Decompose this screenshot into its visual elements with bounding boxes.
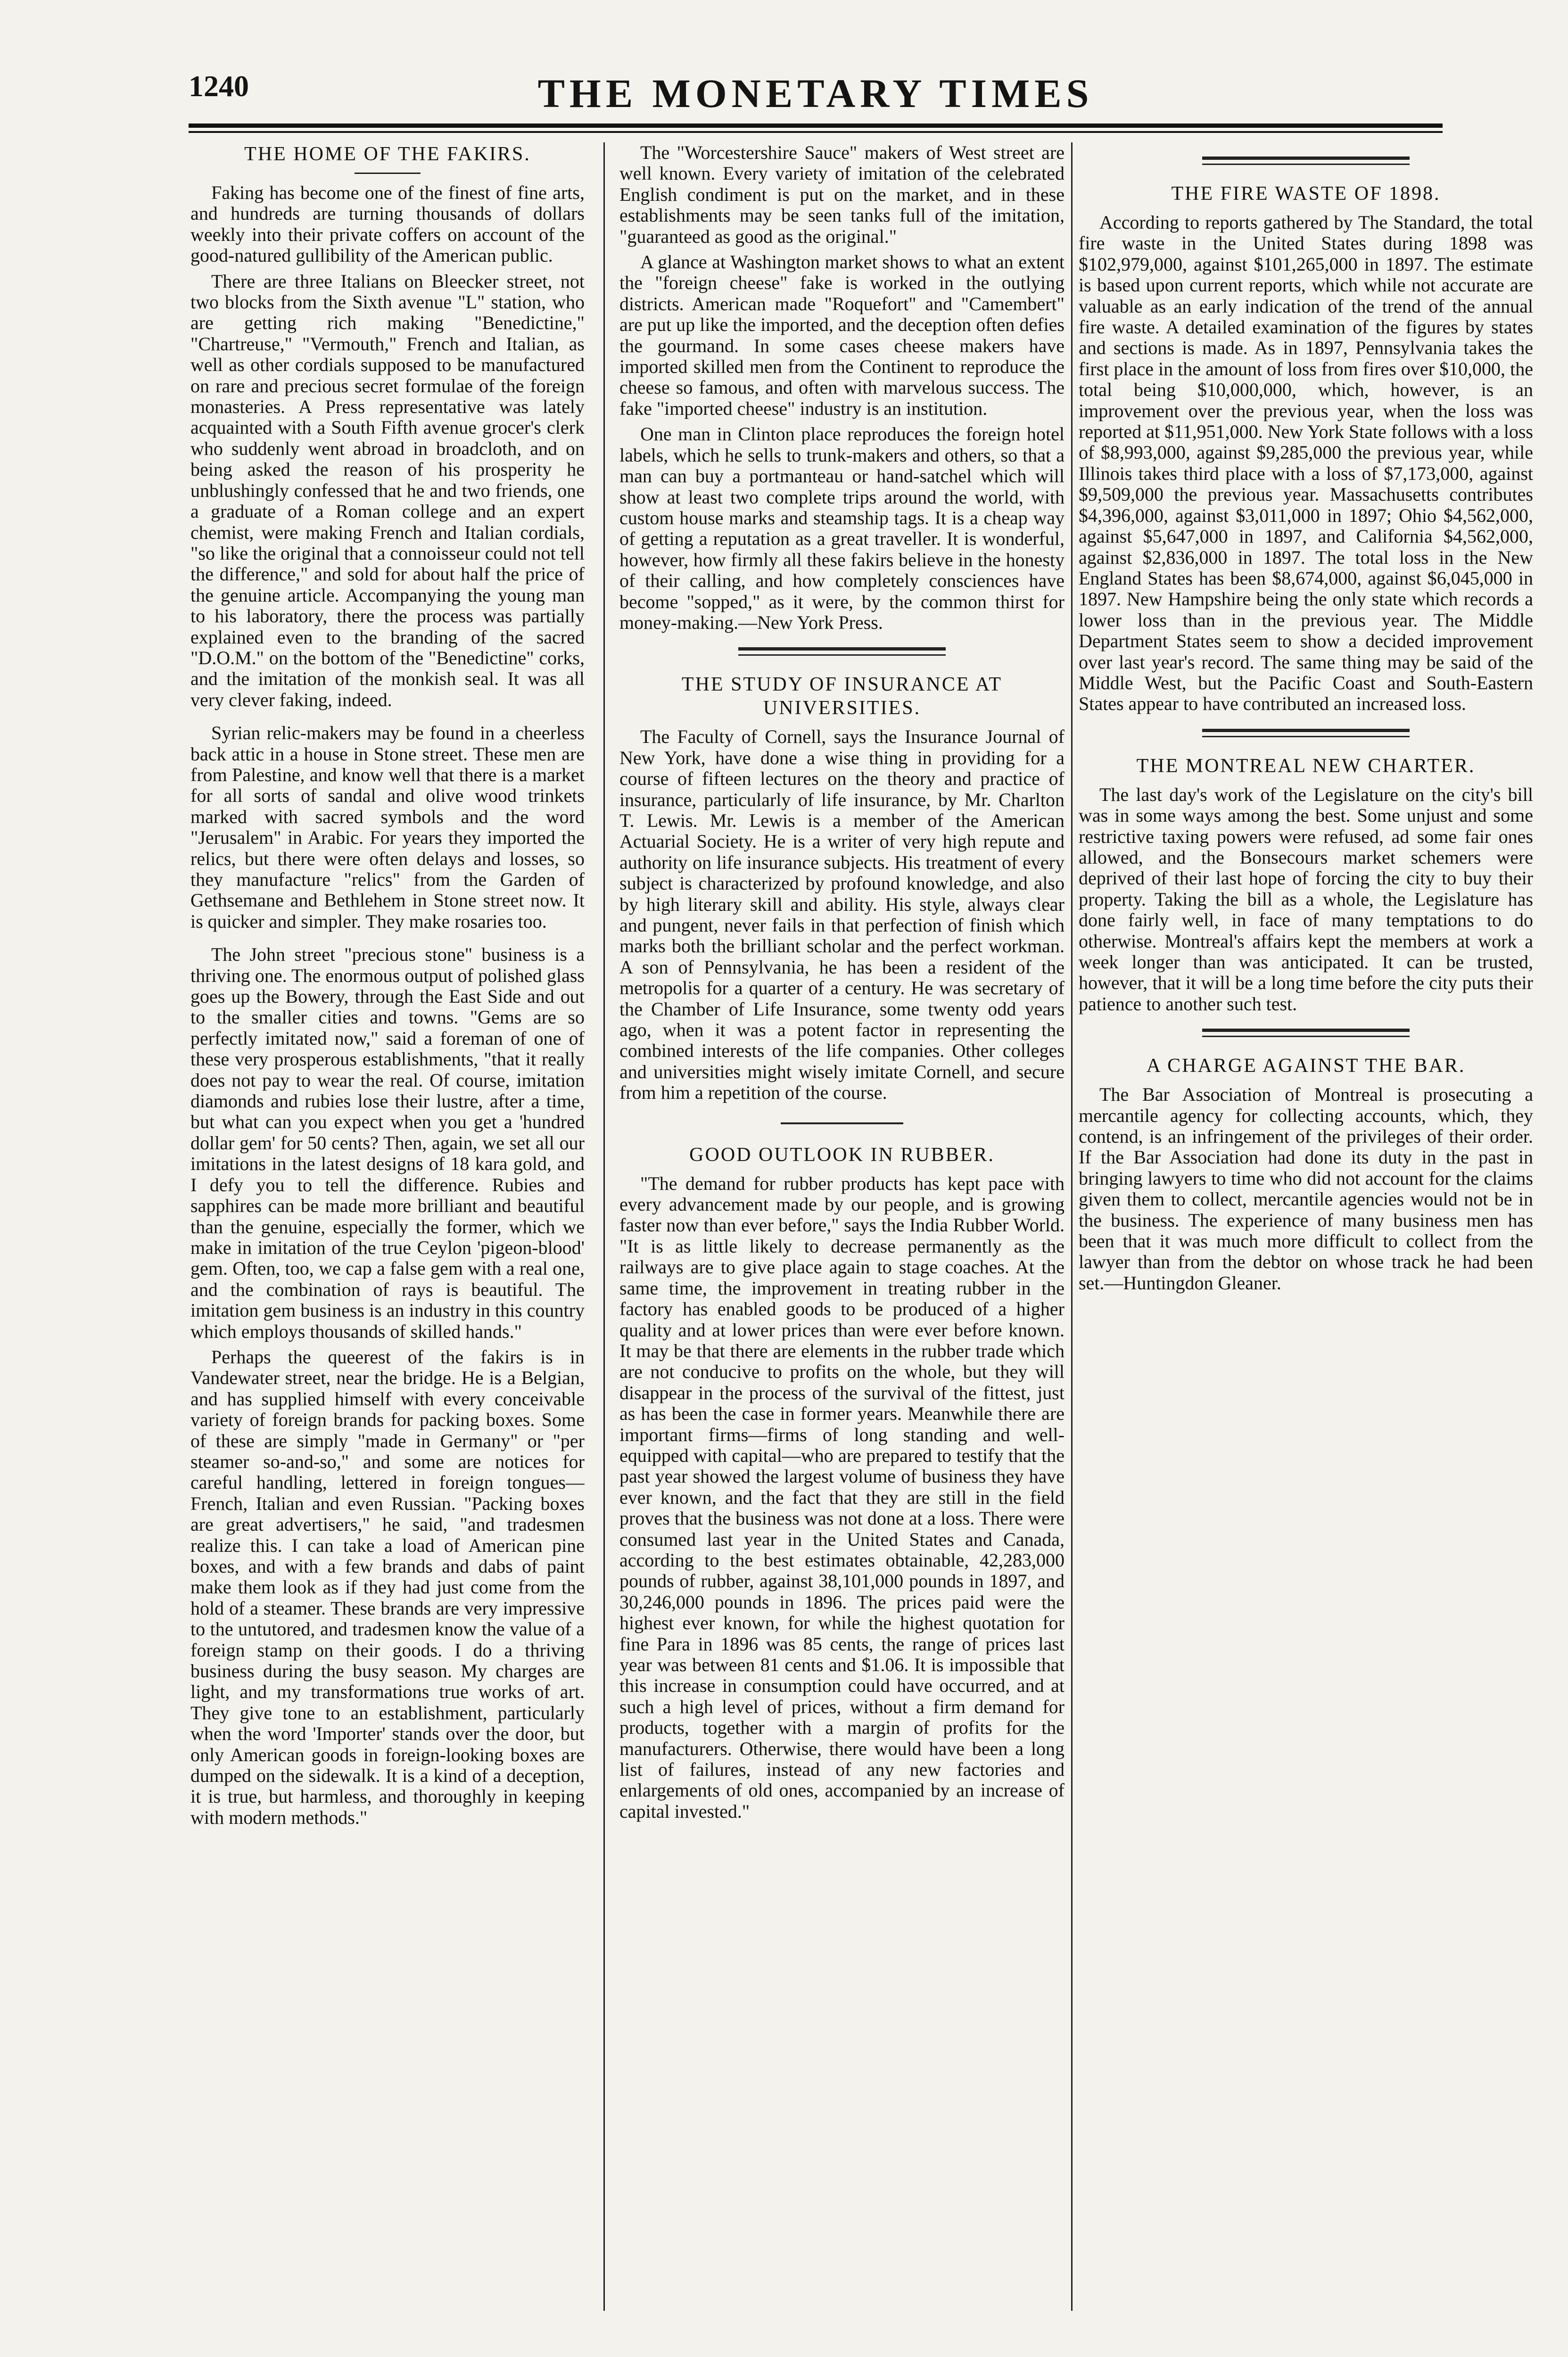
masthead-rule-thick (189, 124, 1443, 128)
article-heading-montreal-charter: THE MONTREAL NEW CHARTER. (1136, 755, 1476, 777)
paragraph: One man in Clinton place reproduces the foreign hotel labels, which he sells to trunk-makers and others, so that a man can buy a portmanteau or hand-satchel which will show at least two complete trips around the world, with custom house marks and steamship tags. It is a cheap way of getting a reputation as a great traveller. It is wonderful, however, how firmly all these fakirs believe in the honesty of their calling, and how completely consciences have become "sopped," as it were, by the common thirst for money-making.—New York Press. (619, 423, 1065, 633)
publication-title: THE MONETARY TIMES (537, 71, 1094, 116)
article-separator (1202, 1029, 1410, 1037)
paragraph: A glance at Washington market shows to what an extent the "foreign cheese" fake is worked in the outlying districts. American made "Roquefort" and "Camembert" are put up like the imported, and the deception often defies the gourmand. In some cases cheese makers have imported skilled men from the Continent to reproduce the cheese so famous, and often with marvelous success. The fake "imported cheese" industry is an institution. (619, 251, 1065, 419)
masthead (189, 60, 1443, 117)
paragraph: Syrian relic-makers may be found in a cheerless back attic in a house in Stone street. These men are from Palestine, and know well that there is a market for all sorts of sandal and olive wood trinkets marked with sacred symbols and the word "Jerusalem" in Arabic. For years they imported the relics, but there were often delays and losses, so they manufacture "relics" from the Garden of Gethsemane and Bethlehem in Stone street now. It is quicker and simpler. They make rosaries too. (190, 722, 585, 932)
paragraph: The last day's work of the Legislature on the city's bill was in some ways among the best. Some unjust and some restrictive taxing powers were refused, ad some fair ones allowed, and the Bonsecours market schemers were deprived of their last hope of forcing the city to buy their property. Taking the bill as a whole, the Legislature has done fairly well, in face of many temptations to do otherwise. Montreal's affairs kept the members at work a week longer than was anticipated. It can be trusted, however, that it will be a long time before the city puts their patience to another such test. (1079, 783, 1533, 1014)
paragraph: The Faculty of Cornell, says the Insurance Journal of New York, have done a wise thing in providing for a course of fifteen lectures on the theory and practice of insurance, particularly of life insurance, by Mr. Charlton T. Lewis. Mr. Lewis is a member of the American Actuarial Society. He is a writer of very high repute and authority on life insurance subjects. His treatment of every subject is characterized by profound knowledge, and also by high literary skill and ability. His style, always clear and pungent, never fails in that perfection of finish which marks both the brilliant scholar and the perfect workman. A son of Pennsylvania, he has been a resident of the metropolis for a quarter of a century. He was secretary of the Chamber of Life Insurance, some twenty odd years ago, when it was a potent factor in representing the combined interests of the life companies. Other colleges and universities might wisely imitate Cornell, and secure from him a repetition of the course. (619, 726, 1065, 1104)
column-divider-2 (1071, 142, 1073, 2311)
page-number: 1240 (189, 69, 249, 103)
column-2 (619, 142, 1065, 2311)
paragraph: There are three Italians on Bleecker street, not two blocks from the Sixth avenue "L" station, who are getting rich making "Benedictine," "Chartreuse," "Vermouth," French and Italian, as well as other cordials supposed to be manufactured on rare and precious secret formulae of the foreign monasteries. A Press representative was lately acquainted with a South Fifth avenue grocer's clerk who suddenly went abroad in broadcloth, and on being asked the reason of his prosperity he unblushingly confessed that he and two friends, one a graduate of a Roman college and an expert chemist, were making French and Italian cordials, "so like the original that a connoisseur could not tell the difference," and sold for about half the price of the genuine article. Accompanying the young man to his laboratory, there the process was partially explained even to the branding of the sacred "D.O.M." on the bottom of the "Benedictine" corks, and the imitation of the monkish seal. It was all very clever faking, indeed. (190, 270, 585, 710)
paragraph: Perhaps the queerest of the fakirs is in Vandewater street, near the bridge. He is a Belgian, and has supplied himself with every conceivable variety of foreign brands for packing boxes. Some of these are simply "made in Germany" or "per steamer so-and-so," and some are notices for careful handling, lettered in foreign tongues—French, Italian and even Russian. "Packing boxes are great advertisers," he said, "and tradesmen realize this. I can take a load of American pine boxes, and with a few brands and dabs of paint make them look as if they had just come from the hold of a steamer. These brands are very impressive to the untutored, and tradesmen know the value of a foreign stamp on their goods. I do a thriving business during the busy season. My charges are light, and my transformations true works of art. They give tone to an establishment, particularly when the word 'Importer' stands over the door, but only American goods in foreign-looking boxes are dumped on the sidewalk. It is a kind of a deception, it is true, but harmless, and thoroughly in keeping with modern methods." (190, 1346, 585, 1828)
paragraph: "The demand for rubber products has kept pace with every advancement made by our people, and is growing faster now than ever before," says the India Rubber World. "It is as little likely to decrease permanently as the railways are to give place again to stage coaches. At the same time, the improvement in treating rubber in the factory has enabled goods to be produced of a higher quality and at lower prices than were ever before known. It may be that there are elements in the rubber trade which are not conducive to profits on the whole, but they will disappear in the process of the survival of the fittest, just as has been the case in former years. Meanwhile there are important firms—firms of long standing and well-equipped with capital—who are prepared to testify that the past year showed the largest volume of business they have ever known, and the fact that they are still in the field proves that the business was not done at a loss. There were consumed last year in the United States and Canada, according to the best estimates obtainable, 42,283,000 pounds of rubber, against 38,101,000 pounds in 1897, and 30,246,000 pounds in 1896. The prices paid were the highest ever known, for while the highest quotation for fine Para in 1896 was 85 cents, the range of prices last year was between 81 cents and $1.06. It is impossible that this increase in consumption could have occurred, and at such a high level of prices, without a firm demand for products, together with a margin of profits for the manufacturers. Otherwise, there would have been a long list of failures, instead of any new factories and enlargements of old ones, accompanied by an increase of capital invested." (619, 1172, 1065, 1822)
article-heading-fire-waste: THE FIRE WASTE OF 1898. (1171, 183, 1441, 205)
article-heading-rubber: GOOD OUTLOOK IN RUBBER. (689, 1144, 995, 1166)
article-separator (738, 647, 946, 656)
article-separator (1202, 157, 1410, 165)
heading-rule (355, 173, 421, 174)
column-divider-1 (603, 142, 605, 2311)
paragraph: The Bar Association of Montreal is prosecuting a mercantile agency for collecting accounts, which, they contend, is an infringement of the privileges of their order. If the Bar Association had done its duty in the past in bringing lawyers to time who did not account for the claims given them to collect, mercantile agencies would not be in the business. The experience of many business men has been that it was much more difficult to collect from the lawyer than from the debtor on whose track he had been set.—Huntingdon Gleaner. (1079, 1084, 1533, 1294)
article-heading-charge-bar: A CHARGE AGAINST THE BAR. (1146, 1055, 1466, 1077)
column-1 (190, 142, 585, 2311)
paragraph: According to reports gathered by The Standard, the total fire waste in the United States during 1898 was $102,979,000, against $101,265,000 in 1897. The estimate is based upon current reports, which while not accurate are valuable as an early indication of the trend of the annual fire waste. A detailed examination of the figures by states and sections is made. As in 1897, Pennsylvania takes the first place in the amount of loss from fires over $10,000, the total being $10,000,000, which, however, is an improvement over the previous year, when the loss was reported at $11,951,000. New York State follows with a loss of $8,993,000, against $9,285,000 the previous year, while Illinois takes third place with a loss of $7,173,000, against $9,509,000 the previous year. Massachusetts contributes $4,396,000, against $3,011,000 in 1897; Ohio $4,562,000, against $5,647,000 in 1897, and California $4,562,000, against $2,836,000 in 1897. The total loss in the New England States has been $8,674,000, against $6,045,000 in 1897. New Hampshire being the only state which records a lower loss than in the previous year. The Middle Department States seem to show a decided improvement over last year's record. The same thing may be said of the Middle West, but the Pacific Coast and South-Eastern States appear to have contributed an increased loss. (1079, 212, 1533, 715)
paragraph: Faking has become one of the finest of fine arts, and hundreds are turning thousands of dollars weekly into their private coffers on account of the good-natured gullibility of the American public. (190, 182, 585, 266)
paragraph: The "Worcestershire Sauce" makers of West street are well known. Every variety of imitation of the celebrated English condiment is put on the market, and in these establishments may be seen tanks full of the imitation, "guaranteed as good as the original." (619, 142, 1065, 247)
article-separator (1202, 729, 1410, 737)
masthead-rule-thin (189, 131, 1443, 133)
article-heading-insurance: THE STUDY OF INSURANCE AT UNIVERSITIES. (681, 674, 1003, 719)
article-heading-fakirs: THE HOME OF THE FAKIRS. (244, 143, 531, 165)
paragraph: The John street "precious stone" business is a thriving one. The enormous output of polished glass goes up the Bowery, through the East Side and out to the smaller cities and towns. "Gems are so perfectly imitated now," said a foreman of one of these very prosperous establishments, "that it really does not pay to wear the real. Of course, imitation diamonds and rubies lose their lustre, after a time, but what can you expect when you get a 'hundred dollar gem' for 50 cents? Then, again, we set all our imitations in the latest designs of 18 kara gold, and I defy you to tell the difference. Rubies and sapphires can be made more brilliant and beautiful than the genuine, especially the former, which we make in imitation of the true Ceylon 'pigeon-blood' gem. Often, too, we cap a false gem with a real one, and the combination of rays is beautiful. The imitation gem business is an industry in this country which employs thousands of skilled hands." (190, 944, 585, 1342)
article-separator (781, 1122, 903, 1124)
column-3 (1079, 142, 1533, 2311)
